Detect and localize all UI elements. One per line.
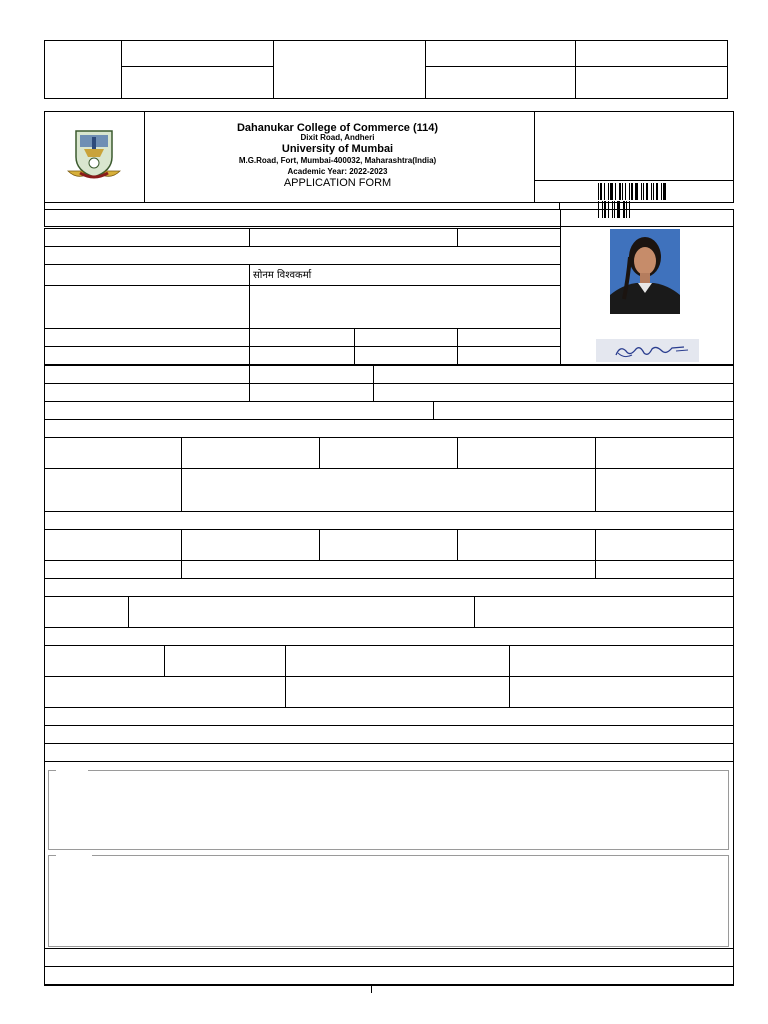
university-name: University of Mumbai [281, 143, 394, 155]
form-divider [433, 401, 434, 420]
form-divider [181, 529, 182, 561]
section-row [44, 419, 734, 438]
form-divider [249, 264, 250, 286]
fieldset-legend [56, 769, 88, 772]
student-name-hindi: सोनम विश्वकर्मा [253, 270, 312, 281]
form-title: APPLICATION FORM [283, 177, 392, 189]
form-row [44, 596, 734, 628]
university-crest-icon [66, 127, 122, 183]
form-divider [181, 437, 182, 469]
form-divider [319, 437, 320, 469]
form-divider [373, 383, 374, 402]
form-divider [595, 560, 596, 579]
form-divider [249, 383, 250, 402]
university-address: M.G.Road, Fort, Mumbai-400032, Maharashtra(India) [238, 156, 437, 165]
section-row [44, 707, 734, 726]
section-row [44, 725, 734, 744]
form-row [44, 383, 734, 402]
college-name: Dahanukar College of Commerce (114) [236, 122, 439, 134]
form-row [44, 468, 734, 512]
top-table-divider [121, 40, 122, 99]
form-divider [371, 985, 372, 993]
section-row [44, 743, 734, 762]
college-road: Dixit Road, Andheri [300, 133, 375, 142]
form-divider [285, 676, 286, 708]
form-row [44, 645, 734, 677]
section-row [44, 627, 734, 646]
form-divider [457, 228, 458, 247]
form-divider [354, 328, 355, 347]
fieldset-legend [56, 854, 92, 857]
form-divider [249, 346, 250, 365]
section-row [44, 511, 734, 530]
barcode-icon [598, 183, 670, 200]
section-row [44, 948, 734, 967]
form-row [44, 209, 734, 227]
form-divider [595, 437, 596, 469]
form-row [44, 676, 734, 708]
section-row [44, 578, 734, 597]
form-divider [474, 596, 475, 628]
form-row [44, 437, 734, 469]
form-divider [249, 328, 250, 347]
form-divider [560, 209, 561, 227]
form-row [44, 328, 561, 347]
top-table-divider [273, 40, 274, 99]
form-divider [181, 560, 182, 579]
top-table-divider [575, 40, 576, 99]
form-divider [595, 529, 596, 561]
section-row [44, 966, 734, 985]
header-divider [534, 180, 734, 181]
form-divider [509, 676, 510, 708]
form-divider [354, 346, 355, 365]
form-divider [181, 468, 182, 512]
form-row [44, 401, 734, 420]
form-divider [457, 529, 458, 561]
form-divider [457, 328, 458, 347]
form-divider [164, 645, 165, 677]
form-row [44, 560, 734, 579]
form-divider [457, 346, 458, 365]
student-photo [610, 229, 680, 314]
form-row [44, 365, 734, 384]
signature-image [596, 339, 699, 362]
top-table-divider [425, 40, 426, 99]
academic-year: Academic Year: 2022-2023 [287, 167, 388, 176]
header-divider [534, 111, 535, 203]
form-row [44, 346, 561, 365]
undertaking-fieldset [48, 855, 729, 947]
top-table-divider [121, 66, 273, 67]
top-table-divider [425, 66, 728, 67]
form-divider [509, 645, 510, 677]
form-divider [373, 365, 374, 384]
form-divider [595, 468, 596, 512]
form-divider [285, 645, 286, 677]
form-row [44, 285, 561, 329]
form-divider [319, 529, 320, 561]
form-divider [44, 985, 734, 986]
form-row [44, 529, 734, 561]
form-divider [249, 228, 250, 247]
form-divider [249, 285, 250, 329]
form-divider [457, 437, 458, 469]
top-table [44, 40, 728, 99]
form-row [44, 246, 561, 265]
form-divider [128, 596, 129, 628]
form-divider [249, 365, 250, 384]
declaration-fieldset [48, 770, 729, 850]
form-row [44, 228, 561, 247]
